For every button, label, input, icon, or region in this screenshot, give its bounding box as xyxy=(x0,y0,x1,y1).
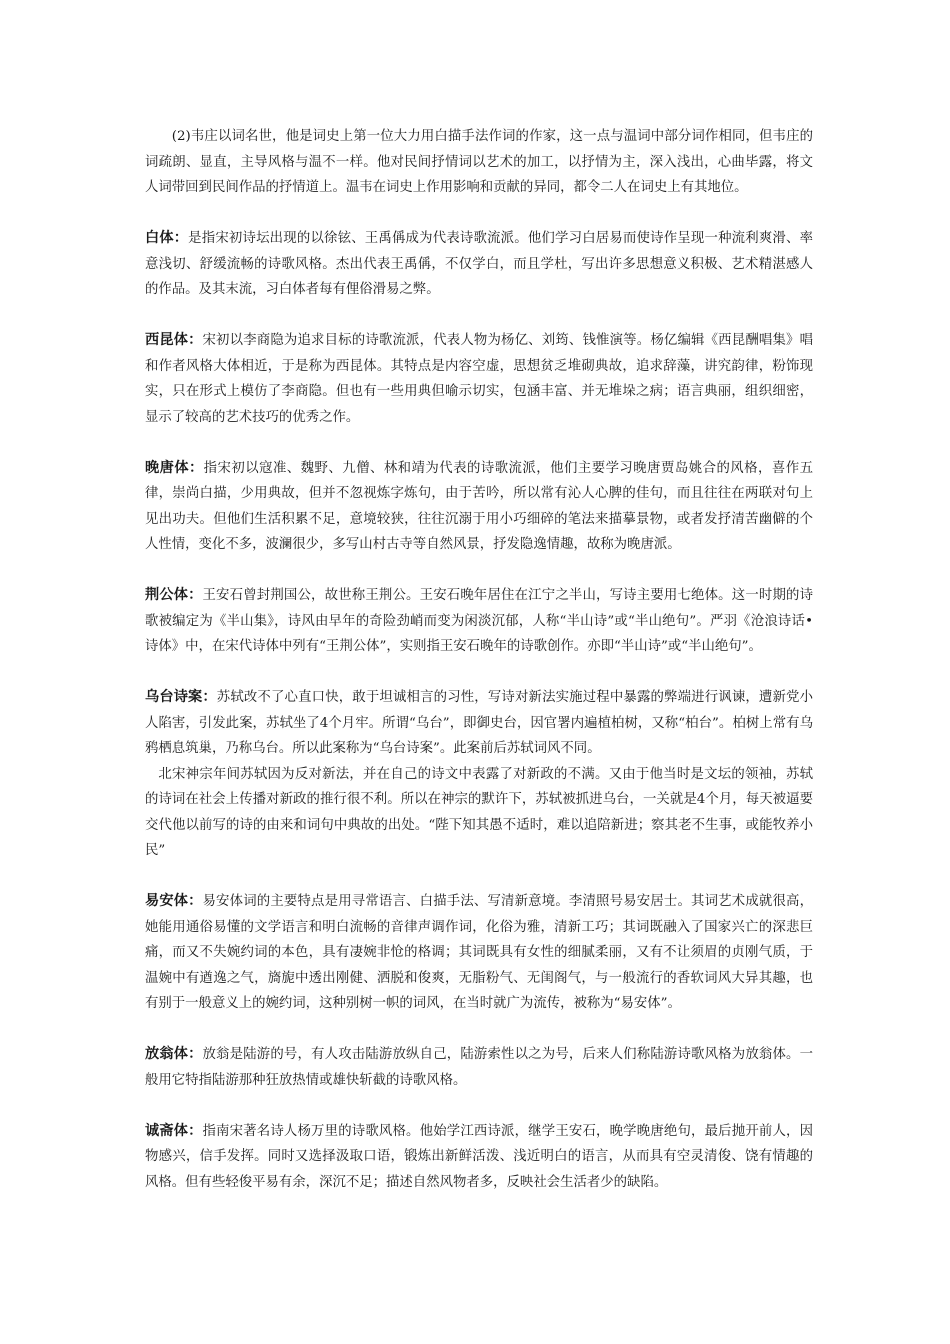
entry-text: 指宋初以寇准、魏野、九僧、林和靖为代表的诗歌流派，他们主要学习晚唐贾岛姚合的风格，喜作五律，崇尚白描，少用典故，但并不忽视炼字炼句，由于苦吟，所以常有沁人心脾的佳句，而且往往在两联对句上见出功夫。但他们生活积累不足，意境较狭，往往沉溺于用小巧细碎的笔法来描摹景物，或者发抒清苦幽僻的个人性情，变化不多，波澜很少，多写山村古寺等自然风景，抒发隐逸情趣，故称为晚唐派。 xyxy=(145,460,813,552)
entry-chengzhai-ti xyxy=(145,1119,813,1196)
entry-text: 王安石曾封荆国公，故世称王荆公。王安石晚年居住在江宁之半山，写诗主要用七绝体。这一时期的诗歌被编定为《半山集》，诗风由早年的奇险劲峭而变为闲淡沉郁，人称“半山诗”或“半山绝句”。严羽《沧浪诗话•诗体》中，在宋代诗体中列有“王荆公体”，实则指王安石晚年的诗歌创作。亦即“半山诗”或“半山绝句”。 xyxy=(145,588,813,654)
entry-yian-ti xyxy=(145,889,813,1017)
entry-term: 晚唐体： xyxy=(145,459,204,476)
entry-term: 荆公体： xyxy=(145,587,203,603)
entry-jinggong-ti xyxy=(145,583,813,660)
entry-fangweng-ti xyxy=(145,1042,813,1093)
intro-paragraph xyxy=(145,124,813,201)
entry-term: 诚斋体： xyxy=(145,1122,203,1139)
paragraph-gap xyxy=(145,558,813,584)
entry-term: 放翁体： xyxy=(145,1046,203,1062)
entry-xikun-ti xyxy=(145,328,813,430)
entry-extra-text: 北宋神宗年间苏轼因为反对新法，并在自己的诗文中表露了对新政的不满。又由于他当时是文坛的领袖，苏轼的诗词在社会上传播对新政的推行很不利。所以在神宗的默许下，苏轼被抓进乌台，一关就是4个月，每天被逼要交代他以前写的诗的由来和词句中典故的出处。“陛下知其愚不适时，难以追陪新进；察其老不生事，或能牧养小民” xyxy=(145,766,813,858)
entry-term: 白体： xyxy=(145,230,189,246)
entry-text: 是指宋初诗坛出现的以徐铉、王禹偁成为代表诗歌流派。他们学习白居易而使诗作呈现一种流利爽滑、率意浅切、舒缓流畅的诗歌风格。杰出代表王禹偁，不仅学白，而且学杜，写出许多思想意义积极、艺术精湛感人的作品。及其末流，习白体者每有俚俗滑易之弊。 xyxy=(145,231,813,297)
entry-bai-ti xyxy=(145,226,813,303)
paragraph-gap xyxy=(145,1093,813,1119)
entry-text: 宋初以李商隐为追求目标的诗歌流派，代表人物为杨亿、刘筠、钱惟演等。杨亿编辑《西昆酬唱集》唱和作者风格大体相近，于是称为西昆体。其特点是内容空虚，思想贫乏堆砌典故，追求辞藻，讲究韵律，粉饰现实，只在形式上模仿了李商隐。但也有一些用典但喻示切实，包涵丰富、并无堆垛之病；语言典丽，组织细密，显示了较高的艺术技巧的优秀之作。 xyxy=(145,333,813,425)
paragraph-gap xyxy=(145,660,813,686)
entry-wutai-shian-extra xyxy=(145,762,813,864)
entry-wantang-ti xyxy=(145,456,813,558)
document-body xyxy=(145,124,813,1195)
entry-text: 放翁是陆游的号，有人攻击陆游放纵自己，陆游索性以之为号，后来人们称陆游诗歌风格为放翁体。一般用它特指陆游那种狂放热情或雄快斩截的诗歌风格。 xyxy=(145,1047,813,1088)
paragraph-gap xyxy=(145,201,813,227)
entry-term: 西昆体： xyxy=(145,332,203,348)
entry-term: 易安体： xyxy=(145,893,203,909)
entry-term: 乌台诗案： xyxy=(145,689,217,705)
paragraph-gap xyxy=(145,303,813,329)
entry-text: 易安体词的主要特点是用寻常语言、白描手法、写清新意境。李清照号易安居士。其词艺术成就很高，她能用通俗易懂的文学语言和明白流畅的音律声调作词，化俗为雅，清新工巧；其词既融入了国家兴亡的深悲巨痛，而又不失婉约词的本色，具有凄婉非怆的格调；其词既具有女性的细腻柔丽，又有不让须眉的贞刚气质，于温婉中有遒逸之气，旖旎中透出刚健、洒脱和俊爽，无脂粉气、无闺阁气，与一般流行的香软词风大异其趣，也有别于一般意义上的婉约词，这种别树一帜的词风，在当时就广为流传，被称为“易安体”。 xyxy=(145,894,813,1011)
entry-text: 指南宋著名诗人杨万里的诗歌风格。他始学江西诗派，继学王安石，晚学晚唐绝句，最后抛开前人，因物感兴，信手发挥。同时又选择汲取口语，锻炼出新鲜活泼、浅近明白的语言，从而具有空灵清俊、饶有情趣的风格。但有些轻俊平易有余，深沉不足；描述自然风物者多，反映社会生活者少的缺陷。 xyxy=(145,1123,813,1190)
paragraph-gap xyxy=(145,864,813,890)
entry-text: 苏轼改不了心直口快，敢于坦诚相言的习性，写诗对新法实施过程中暴露的弊端进行讽谏，遭新党小人陷害，引发此案，苏轼坐了4个月牢。所谓“乌台”，即御史台，因官署内遍植柏树，又称“柏台”。柏树上常有乌鸦栖息筑巢，乃称乌台。所以此案称为“乌台诗案”。此案前后苏轼词风不同。 xyxy=(145,690,813,756)
paragraph-gap xyxy=(145,430,813,456)
entry-wutai-shian xyxy=(145,685,813,762)
intro-text: (2)韦庄以词名世，他是词史上第一位大力用白描手法作词的作家，这一点与温词中部分词作相同，但韦庄的词疏朗、显直，主导风格与温不一样。他对民间抒情词以艺术的加工，以抒情为主，深入浅出，心曲毕露，将文人词带回到民间作品的抒情道上。温韦在词史上作用影响和贡献的异同，都令二人在词史上有其地位。 xyxy=(145,129,813,195)
paragraph-gap xyxy=(145,1017,813,1043)
